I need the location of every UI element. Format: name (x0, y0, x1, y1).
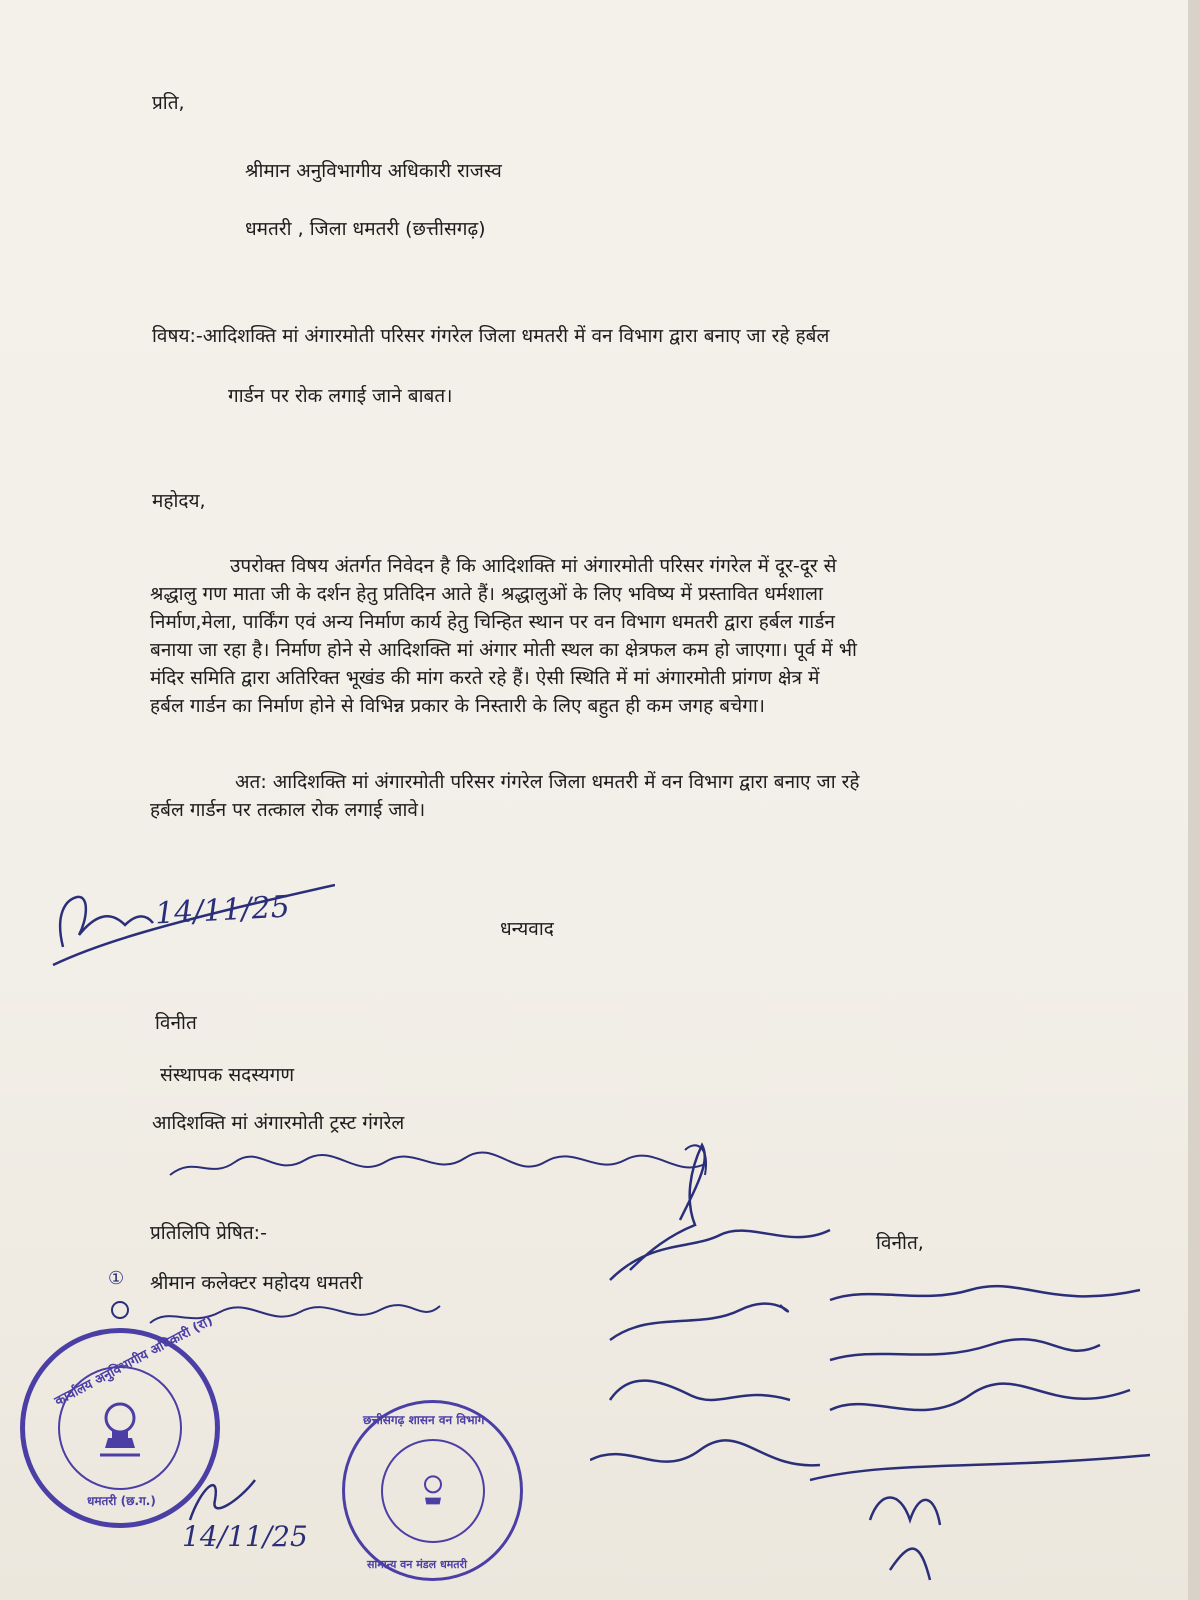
member-signatures-scribble (590, 1140, 1180, 1600)
body-line: मंदिर समिति द्वारा अतिरिक्त भूखंड की मांग करते रहे हैं। ऐसी स्थिति में मां अंगारमोती प्रांगण क्षेत्र में (150, 667, 820, 689)
forest-stamp-division: सामान्य वन मंडल धमतरी (367, 1558, 467, 1571)
body-line: हर्बल गार्डन का निर्माण होने से विभिन्न प्रकार के निस्तारी के लिए बहुत ही कम जगह बचेगा। (150, 695, 766, 717)
closing: विनीत (155, 1012, 197, 1034)
national-emblem-icon (90, 1393, 150, 1463)
cc-label: प्रतिलिपि प्रेषित:- (150, 1222, 267, 1244)
cc-item-number-icon: ① (108, 1268, 125, 1289)
request-line: अत: आदिशक्ति मां अंगारमोती परिसर गंगरेल जिला धमतरी में वन विभाग द्वारा बनाए जा रहे (235, 771, 860, 793)
recipient-line-2: धमतरी , जिला धमतरी (छत्तीसगढ़) (245, 218, 486, 240)
to-label: प्रति, (152, 92, 185, 114)
closing-right: विनीत, (876, 1232, 924, 1254)
revenue-stamp-text: कार्यालय अनुविभागीय अधिकारी (रा) (52, 1313, 216, 1410)
request-line: हर्बल गार्डन पर तत्काल रोक लगाई जावे। (150, 799, 426, 821)
received-date: 14/11/25 (154, 889, 291, 932)
body-paragraph (150, 552, 1070, 720)
national-emblem-icon (413, 1466, 453, 1516)
body-line: श्रद्धालु गण माता जी के दर्शन हेतु प्रतिदिन आते हैं। श्रद्धालुओं के लिए भविष्य में प्रस्तावित धर्मशाला (150, 583, 823, 605)
body-line: उपरोक्त विषय अंतर्गत निवेदन है कि आदिशक्ति मां अंगारमोती परिसर गंगरेल में दूर-दूर से (230, 555, 837, 577)
body-line: बनाया जा रहा है। निर्माण होने से आदिशक्ति मां अंगार मोती स्थल का क्षेत्रफल कम हो जाएगा। पूर्व में भी (150, 639, 857, 661)
founders-label: संस्थापक सदस्यगण (160, 1064, 295, 1086)
thanks: धन्यवाद (500, 918, 554, 940)
cc-item-2-handwritten-scribble (110, 1298, 450, 1338)
body-line: निर्माण,मेला, पार्किंग एवं अन्य निर्माण कार्य हेतु चिन्हित स्थान पर वन विभाग धमतरी द्वारा हर्बल गार्डन (150, 611, 835, 633)
revenue-stamp-place: धमतरी (छ.ग.) (87, 1494, 156, 1508)
stamp-date: 14/11/25 (182, 1520, 308, 1553)
trust-name: आदिशक्ति मां अंगारमोती ट्रस्ट गंगरेल (152, 1112, 405, 1134)
request-paragraph (150, 768, 1070, 824)
forest-stamp-text: छत्तीसगढ़ शासन वन विभाग (363, 1413, 485, 1427)
subject-line-1: विषय:-आदिशक्ति मां अंगारमोती परिसर गंगरेल जिला धमतरी में वन विभाग द्वारा बनाए जा रहे हर्बल (152, 325, 830, 347)
recipient-line-1: श्रीमान अनुविभागीय अधिकारी राजस्व (245, 160, 502, 182)
forest-dept-stamp (342, 1400, 523, 1581)
salutation: महोदय, (152, 490, 206, 512)
cc-item-1: श्रीमान कलेक्टर महोदय धमतरी (150, 1272, 363, 1294)
subject-line-2: गार्डन पर रोक लगाई जाने बाबत। (228, 385, 453, 407)
